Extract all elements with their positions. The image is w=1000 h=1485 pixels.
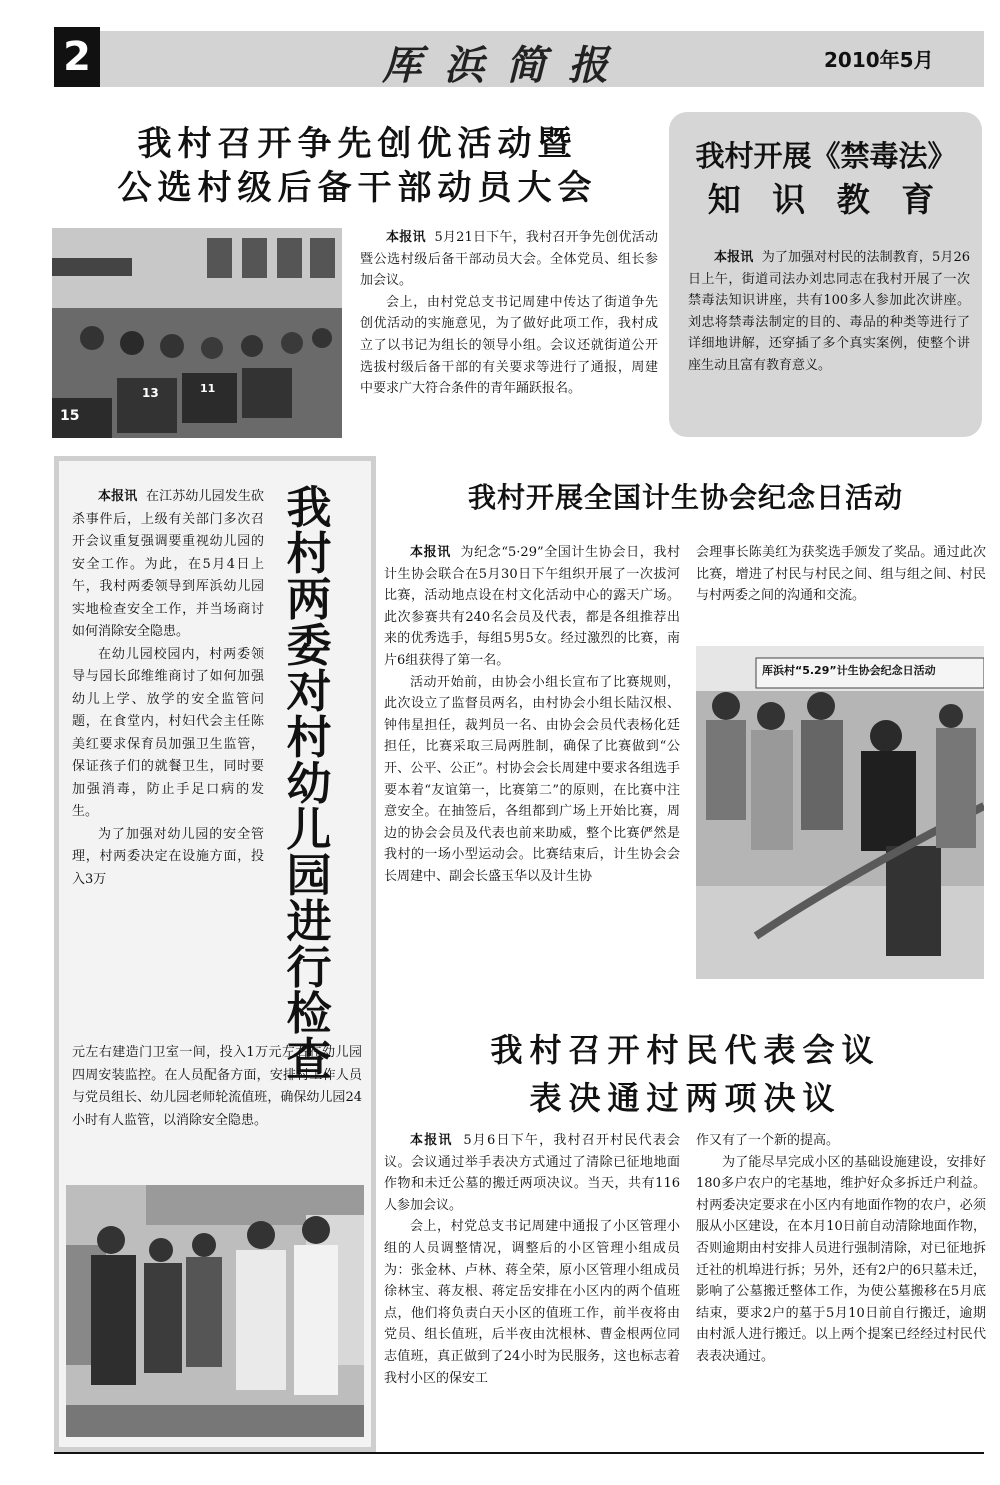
article5-paragraph: 会上，村党总支书记周建中通报了小区管理小组的人员调整情况，调整后的小区管理小组成员为：张金林、卢林、蒋全荣，原小区管理小组成员徐林宝、蒋友根、蒋定岳安排在小区内的两个值班点，他们将负责白天小区的值班工作，前半夜将由党员、组长值班，后半夜由沈根林、曹金根两位同志值班，真正做到了24小时为民服务，这也标志着我村小区的保安工 <box>384 1219 680 1386</box>
article5-headline <box>383 1026 988 1122</box>
headline-char: 儿 <box>286 803 332 856</box>
issue-date: 2010年5月 <box>824 48 934 72</box>
article5-lead-tag: 本报讯 <box>410 1133 453 1148</box>
article5-paragraph-continued: 作又有了一个新的提高。 <box>696 1133 840 1148</box>
article3-vertical-headline <box>283 481 335 1086</box>
tug-of-war-banner: 厍浜村“5.29”计生协会纪念日活动 <box>762 664 936 677</box>
article3-body-narrow <box>72 486 264 891</box>
masthead-title: 厍浜简报 <box>382 42 630 89</box>
article5-headline-line1: 我村召开村民代表会议 <box>490 1031 881 1069</box>
article5-paragraph: 5月6日下午，我村召开村民代表会议。会议通过举手表决方式通过了清除已征地地面作物和未迁公墓的搬迁两项决议。当天，共有116人参加会议。 <box>384 1133 680 1213</box>
article3-paragraph: 在江苏幼儿园发生砍杀事件后，上级有关部门多次召开会议重复强调要重视幼儿园的安全工作。为此，在5月4日上午，我村两委领导到厍浜幼儿园实地检查安全工作，并当场商讨如何消除安全隐患。 <box>72 489 264 639</box>
headline-char: 幼 <box>286 757 332 810</box>
headline-char: 查 <box>286 1033 332 1086</box>
kindergarten-inspection-photo <box>66 1185 364 1437</box>
article2-body <box>688 247 970 377</box>
article1-headline-line1: 我村召开争先创优活动暨 <box>137 124 578 164</box>
article4-body-col2 <box>696 542 986 607</box>
headline-char: 委 <box>286 619 332 672</box>
headline-char: 园 <box>286 849 332 902</box>
headline-char: 进 <box>286 895 332 948</box>
article1-headline-line2: 公选村级后备干部动员大会 <box>117 168 598 208</box>
headline-char: 村 <box>286 527 332 580</box>
article3-body-wide <box>72 1042 362 1132</box>
article5-paragraph: 为了能尽早完成小区的基础设施建设，安排好180多户农户的宅基地，维护好众多拆迁户利益。村两委决定要求在小区内有地面作物的农户，必须服从小区建设，在本月10日前自动清除地面作物，否则逾期由村安排人员进行强制清除，对已征地拆迁社的机埠进行拆；另外，还有2户的6只墓未迁，影响了公墓搬迁整体工作，为使公墓搬移在5月底结束，要求2户的墓于5月10日前自行搬迁，逾期由村派人进行搬迁。以上两个提案已经经过村民代表表决通过。 <box>696 1154 986 1364</box>
headline-char: 检 <box>286 987 332 1040</box>
article4-paragraph: 活动开始前，由协会小组长宣布了比赛规则，此次设立了监督员两名，由村协会小组长陆汉根、钟伟星担任，裁判员一名、由协会会员代表杨化廷担任，比赛采取三局两胜制，确保了比赛做到“公开、公平、公正”。村协会会长周建中要求各组选手要本着“友谊第一，比赛第二”的原则，在比赛中注意安全。在抽签后，各组都到广场上开始比赛，周边的协会会员及代表也前来助威，整个比赛俨然是我村的一场小型运动会。比赛结束后，计生协会会长周建中、副会长盛玉华以及计生协 <box>384 674 680 884</box>
article1-body <box>360 227 658 400</box>
headline-char: 村 <box>286 711 332 764</box>
article5-body-col1 <box>384 1130 680 1389</box>
article3-paragraph: 为了加强对幼儿园的安全管理，村两委决定在设施方面，投入3万 <box>72 826 264 887</box>
article1-paragraph: 5月21日下午，我村召开争先创优活动暨公选村级后备干部动员大会。全体党员、组长参加会议。 <box>360 230 658 289</box>
article2-paragraph: 为了加强对村民的法制教育，5月26日上午，街道司法办刘忠同志在我村开展了一次禁毒法知识讲座，共有100多人参加此次讲座。刘忠将禁毒法制定的目的、毒品的种类等进行了详细地讲解，还穿插了多个真实案例，使整个讲座生动且富有教育意义。 <box>688 250 970 373</box>
headline-char: 行 <box>286 941 332 994</box>
article1-lead-tag: 本报讯 <box>386 230 426 245</box>
article4-body-col1 <box>384 542 680 888</box>
page-number: 2 <box>54 27 100 87</box>
article4-lead-tag: 本报讯 <box>410 545 451 560</box>
seat-number-11: 11 <box>200 382 216 395</box>
article4-headline: 我村开展全国计生协会纪念日活动 <box>467 481 903 514</box>
headline-char: 我 <box>286 481 332 534</box>
meeting-photo <box>52 228 342 438</box>
article2-lead-tag: 本报讯 <box>714 250 754 265</box>
seat-number-15: 15 <box>60 408 80 424</box>
headline-char: 对 <box>286 665 332 718</box>
article4-paragraph-continued: 会理事长陈美红为获奖选手颁发了奖品。通过此次比赛，增进了村民与村民之间、组与组之间、村民与村两委之间的沟通和交流。 <box>696 545 986 604</box>
article2-headline-line1: 我村开展《禁毒法》 <box>695 139 957 173</box>
seat-number-13: 13 <box>142 386 159 400</box>
article4-paragraph: 为纪念“5·29”全国计生协会日，我村计生协会联合在5月30日下午组织开展了一次拔河比赛，活动地点设在村文化活动中心的露天广场。此次参赛共有240名会员及代表，都是各组推荐出来的优秀选手，每组5男5女。经过激烈的比赛，南片6组获得了第一名。 <box>384 545 680 668</box>
article3-paragraph: 在幼儿园校园内，村两委领导与园长邱维维商讨了如何加强幼儿上学、放学的安全监管问题，在食堂内，村妇代会主任陈美红要求保育员加强卫生监管，保证孩子们的就餐卫生，同时要加强消毒，防止手足口病的发生。 <box>72 646 264 819</box>
tug-of-war-photo <box>696 646 984 979</box>
article3-paragraph-continued: 元左右建造门卫室一间，投入1万元左右在幼儿园四周安装监控。在人员配备方面，安排村工作人员与党员组长、幼儿园老师轮流值班，确保幼儿园24小时有人监管，以消除安全隐患。 <box>72 1045 362 1128</box>
article5-headline-line2: 表决通过两项决议 <box>529 1079 842 1117</box>
article2-headline <box>672 134 980 222</box>
article2-headline-line2: 知 识 教 育 <box>707 180 945 219</box>
article1-paragraph: 会上，由村党总支书记周建中传达了街道争先创优活动的实施意见，为了做好此项工作，我村成立了以书记为组长的领导小组。会议还就街道公开选拔村级后备干部的有关要求等进行了通报，周建中要求广大符合条件的青年踊跃报名。 <box>360 294 658 397</box>
article1-headline <box>60 122 655 210</box>
article3-lead-tag: 本报讯 <box>98 489 138 504</box>
article5-body-col2 <box>696 1130 986 1368</box>
headline-char: 两 <box>286 573 332 626</box>
bottom-rule <box>54 1452 984 1454</box>
